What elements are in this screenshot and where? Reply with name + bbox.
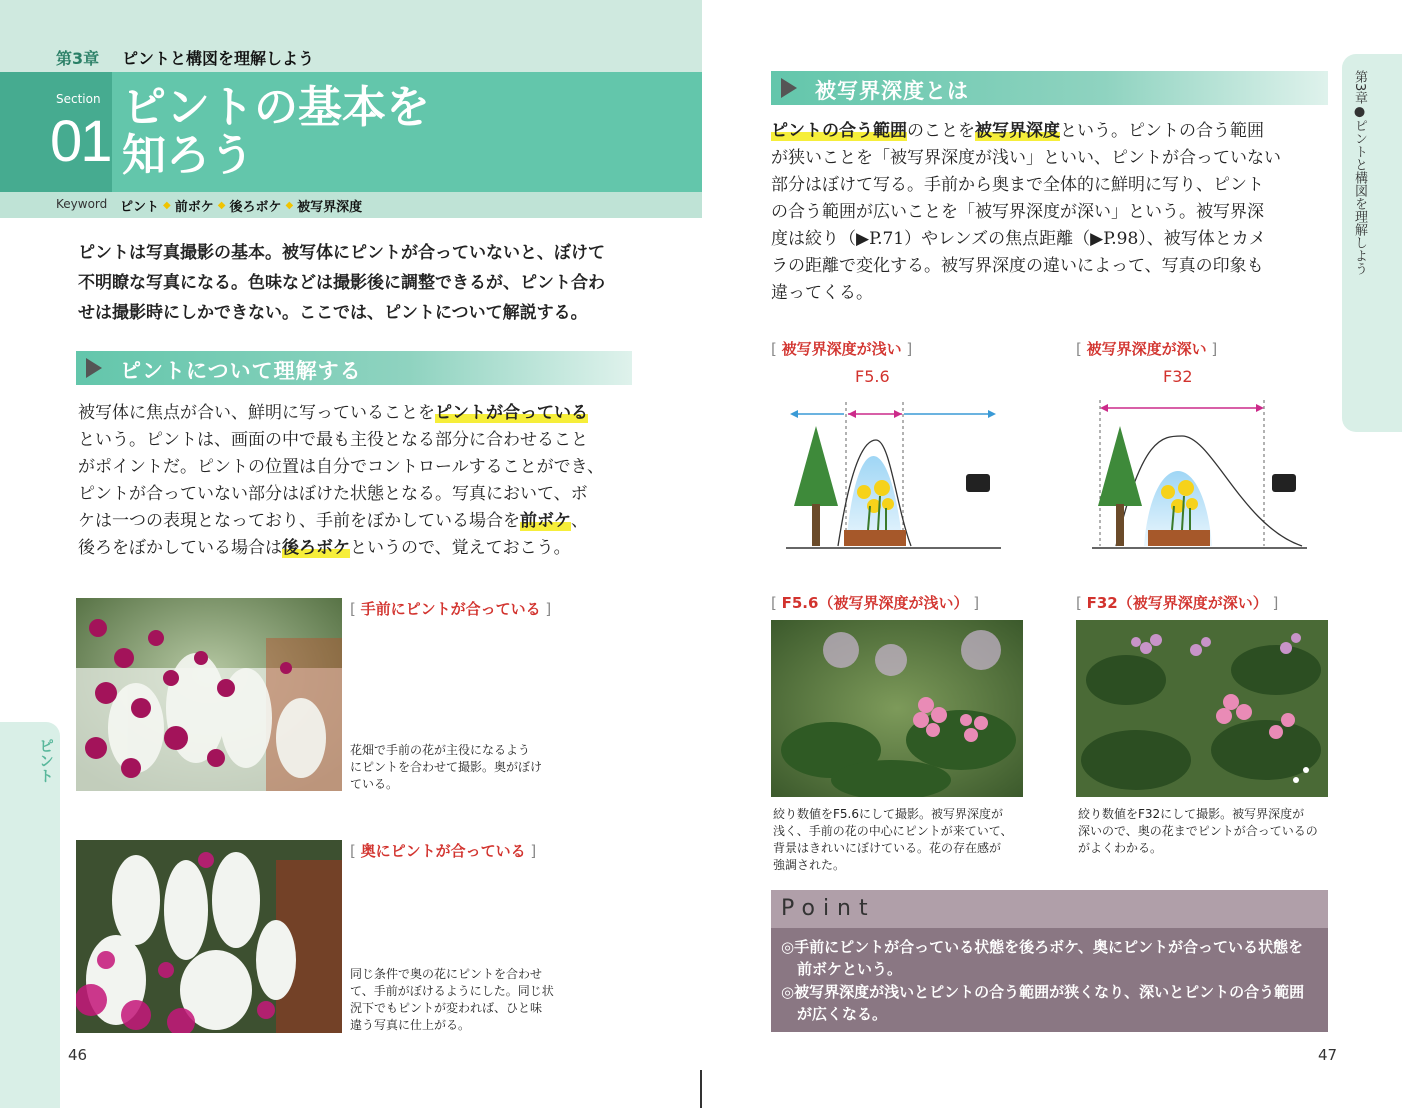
shallow-dof-diagram [786,396,1006,556]
arrow-head-icon [988,410,996,418]
bracket-open-icon: [ [771,340,782,358]
fvalue-deep: F32 [1163,367,1193,386]
keyword-item: 被写界深度 [297,200,363,215]
tree-trunk [1116,504,1124,546]
bracket-open-icon: [ [350,842,361,860]
label-text: 被写界深度が浅い [781,340,902,358]
caption-line: 背景はきれいにぼけている。花の存在感が [773,841,1002,855]
caption-line: ている。 [350,777,399,791]
intro-line: ピントは写真撮影の基本。被写体にピントが合っていないと、ぼけて [78,243,605,263]
side-tab-right-label: 第3章●ピントと構図を理解しよう [1352,70,1367,276]
caption-line: 絞り数値をF32にして撮影。被写界深度が [1078,807,1305,821]
caption-line: 浅く、手前の花の中心にピントが来ていて、 [773,824,1013,838]
section-word: Section [56,92,101,106]
label-text: 奥にピントが合っている [360,842,526,860]
body-text: 被写体に焦点が合い、鮮明に写っていることを [78,403,435,423]
caption-line: 花畑で手前の花が主役になるよう [350,743,531,757]
side-tab-left-label: ピント [37,738,55,783]
section-number: 01 [50,109,111,174]
caption-line: 況下でもピントが変われば、ひと味 [350,1001,543,1015]
point-box-header [771,890,1328,928]
body-text: 、 [571,511,588,531]
pentas-flower-image [1076,620,1328,797]
arrow-head-icon [790,410,798,418]
photo-back-focus [76,840,342,1033]
body-text: 後ろをぼかしている場合は [78,538,282,558]
planter-icon [1148,530,1210,546]
diamond-icon: ◆ [285,200,294,211]
subheading-pinto [76,351,632,385]
bracket-close-icon: ] [901,340,913,358]
caption-line: がよくわかる。 [1078,841,1163,855]
flower-field-image [76,598,342,791]
triangle-icon [86,358,102,378]
body-line: の合う範囲が広いことを「被写界深度が深い」という。被写界深 [771,202,1264,222]
intro-line: せは撮影時にしかできない。ここでは、ピントについて解説する。 [78,303,588,323]
photo-label-deep [1076,592,1278,613]
caption-line: 同じ条件で奥の花にピントを合わせ [350,967,543,981]
label-text: 被写界深度が深い [1086,340,1207,358]
deep-dof-diagram [1092,396,1312,556]
body-paragraph-left [78,400,644,562]
body-text: ケは一つの表現となっており、手前をぼかしている場合を [78,511,520,531]
caption-front [350,742,570,793]
camera-icon [1272,474,1296,492]
diagram-label-deep [1076,338,1217,359]
caption-line: にピントを合わせて撮影。奥がぼけ [350,760,543,774]
bracket-open-icon: [ [1076,594,1087,612]
point-item [781,981,1321,1025]
chapter-title: ピントと構図を理解しよう [122,49,315,68]
chapter-header-band [0,0,702,72]
photo-label-front [350,598,551,619]
body-line: ラの距離で変化する。被写界深度の違いによって、写真の印象も [771,256,1264,276]
body-line: 部分はぼけて写る。手前から奥まで全体的に鮮明に写り、ピント [771,175,1264,195]
intro-line: 不明瞭な写真になる。色味などは撮影後に調整できるが、ピント合わ [78,273,605,293]
caption-shallow [773,806,1033,874]
photo-front-focus [76,598,342,791]
bracket-open-icon: [ [771,594,782,612]
body-line: という。ピントは、画面の中で最も主役となる部分に合わせること [78,430,588,450]
intro-paragraph [78,238,644,328]
arrow-head-icon [848,410,856,418]
tree-trunk [812,504,820,546]
highlight-term: ピントが合っている [435,403,588,423]
point-title: Point [781,896,876,921]
highlight-term: 前ボケ [520,511,571,531]
body-text: のことを [907,121,975,141]
caption-line: て、手前がぼけるようにした。同じ状 [350,984,554,998]
triangle-icon [781,78,797,98]
bracket-open-icon: [ [350,600,361,618]
label-text: F32（被写界深度が深い） [1086,594,1268,612]
caption-line: 強調された。 [773,858,846,872]
body-line: がポイントだ。ピントの位置は自分でコントロールすることができ、 [78,457,604,477]
page-number-left: 46 [68,1046,88,1064]
caption-line: 絞り数値をF5.6にして撮影。被写界深度が [773,807,1003,821]
section-title [122,84,542,180]
body-paragraph-right [771,118,1333,307]
chapter-label: 第3章 [56,49,100,68]
arrow-head-icon [1100,404,1108,412]
subheading-text: 被写界深度とは [815,79,969,103]
photo-label-shallow [771,592,979,613]
bracket-close-icon: ] [540,600,552,618]
point-line: 前ボケという。 [797,960,903,978]
point-item [781,936,1321,980]
caption-line: 深いので、奥の花までピントが合っているの [1078,824,1318,838]
body-line: が狭いことを「被写界深度が浅い」といい、ピントが合っていない [771,148,1281,168]
arrow-head-icon [894,410,902,418]
diamond-icon: ◆ [217,200,226,211]
pentas-flower-image [771,620,1023,797]
tree-icon [1098,426,1142,506]
body-text: というので、覚えておこう。 [350,538,571,558]
section-title-line1: ピントの基本を [122,82,430,133]
point-line: ◎被写界深度が浅いとピントの合う範囲が狭くなり、深いとピントの合う範囲 [781,983,1305,1001]
photo-label-back [350,840,536,861]
caption-line: 違う写真に仕上がる。 [350,1018,471,1032]
body-line: 度は絞り（▶P.71）やレンズの焦点距離（▶P.98）、被写体とカメ [771,229,1266,249]
label-text: 手前にピントが合っている [360,600,541,618]
bracket-close-icon: ] [525,842,537,860]
subheading-depth-of-field [771,71,1328,105]
caption-deep [1078,806,1338,857]
bracket-close-icon: ] [1267,594,1279,612]
highlight-term: 被写界深度 [975,121,1060,141]
page-number-right: 47 [1318,1046,1338,1064]
highlight-term: ピントの合う範囲 [771,121,907,141]
section-title-line2: 知ろう [122,130,254,181]
diagram-label-shallow [771,338,912,359]
body-line: ピントが合っていない部分はぼけた状態となる。写真において、ボ [78,484,588,504]
fvalue-shallow: F5.6 [855,367,890,386]
camera-icon [966,474,990,492]
photo-f32 [1076,620,1328,797]
keyword-list [120,196,362,215]
point-line: ◎手前にピントが合っている状態を後ろボケ、奥にピントが合っている状態を [781,938,1304,956]
body-line: 違ってくる。 [771,283,873,303]
caption-back [350,966,570,1034]
arrow-head-icon [1256,404,1264,412]
keyword-item: 後ろボケ [229,200,282,215]
bracket-close-icon: ] [1206,340,1218,358]
diamond-icon: ◆ [163,200,171,211]
point-box-body [771,928,1328,1032]
subheading-text: ピントについて理解する [120,359,362,383]
highlight-term: 後ろボケ [282,538,350,558]
photo-f56 [771,620,1023,797]
label-text: F5.6（被写界深度が浅い） [781,594,969,612]
tree-icon [794,426,838,506]
bracket-open-icon: [ [1076,340,1087,358]
bracket-close-icon: ] [968,594,980,612]
keyword-item: ピント [120,200,160,215]
keyword-item: 前ボケ [174,200,214,215]
planter-icon [844,530,906,546]
gutter-line [700,1070,702,1108]
point-line: が広くなる。 [797,1005,888,1023]
body-text: という。ピントの合う範囲 [1060,121,1264,141]
keyword-label: Keyword [56,197,108,211]
flower-field-image [76,840,342,1033]
